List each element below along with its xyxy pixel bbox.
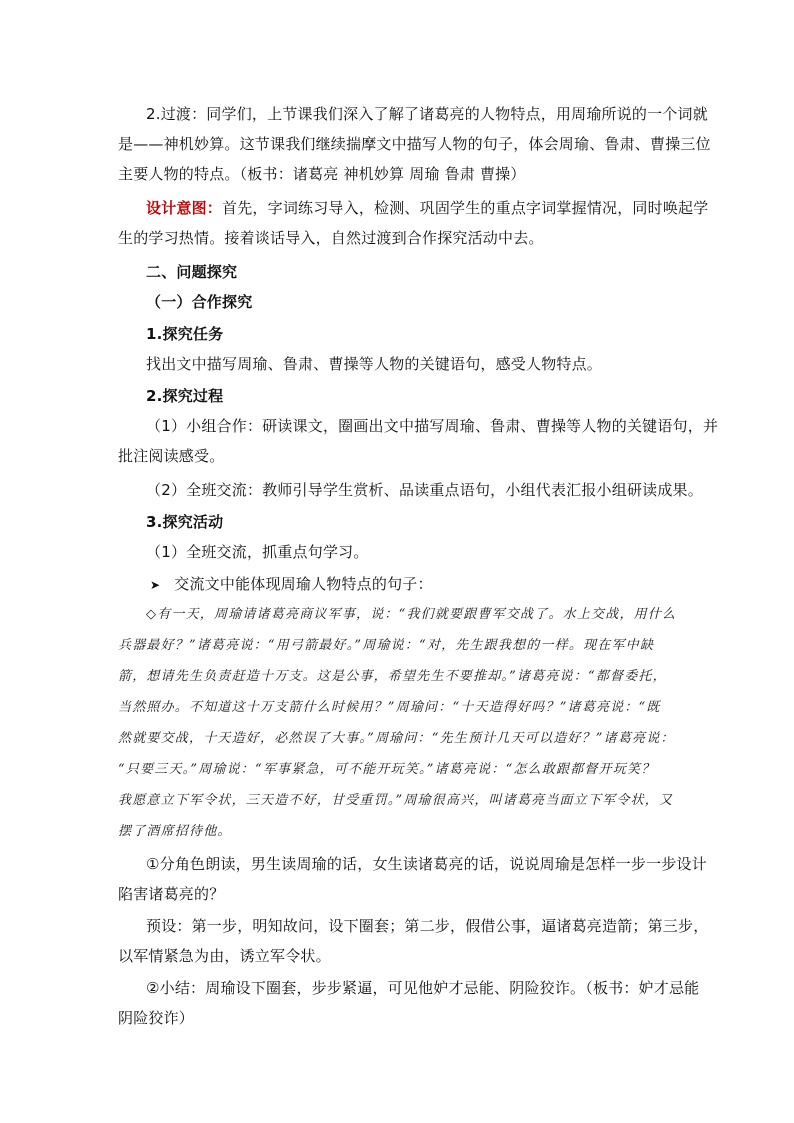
- bullet-text: 交流文中能体现周瑜人物特点的句子：: [174, 575, 433, 593]
- task-text: 找出文中描写周瑜、鲁肃、曹操等人物的关键语句，感受人物特点。: [146, 355, 603, 373]
- quote-line-8: 摆了酒席招待他。: [118, 824, 232, 839]
- quote-line-1: ◇有一天，周瑜请诸葛亮商议军事，说：“我们就要跟曹军交战了。水上交战，用什么: [146, 607, 677, 622]
- activity-item-1: （1）全班交流，抓重点句学习。: [146, 543, 369, 561]
- activity-heading: 3.探究活动: [146, 513, 224, 531]
- summary-b: 阴险狡诈）: [118, 1009, 195, 1027]
- transition-line-1: 2.过渡：同学们，上节课我们深入了解了诸葛亮的人物特点，用周瑜所说的一个词就: [146, 105, 708, 123]
- subsection-heading: （一）合作探究: [146, 293, 253, 311]
- summary-a: ②小结：周瑜设下圈套，步步紧逼，可见他妒才忌能、阴险狡诈。（板书：妒才忌能: [146, 979, 700, 997]
- transition-line-2: 是——神机妙算。这节课我们继续揣摩文中描写人物的句子，体会周瑜、鲁肃、曹操三位: [118, 135, 711, 153]
- question-1a: ①分角色朗读，男生读周瑜的话，女生读诸葛亮的话，说说周瑜是怎样一步一步设计: [146, 855, 707, 873]
- design-intent-line-2: 生的学习热情。接着谈话导入，自然过渡到合作探究活动中去。: [118, 229, 544, 247]
- design-intent-line-1: [146, 198, 708, 218]
- quote-line-7: 我愿意立下军令状，三天造不好，甘受重罚。”周瑜很高兴，叫诸葛亮当面立下军令状，又: [118, 793, 674, 808]
- design-intent-label: 设计意图：: [146, 199, 223, 217]
- quote-line-2: 兵器最好？”诸葛亮说：“用弓箭最好。”周瑜说：“对，先生跟我想的一样。现在军中缺: [118, 638, 655, 653]
- process-item-2: （2）全班交流：教师引导学生赏析、品读重点语句，小组代表汇报小组研读成果。: [146, 481, 703, 499]
- process-heading: 2.探究过程: [146, 387, 224, 405]
- design-intent-text-1: 首先，字词练习导入，检测、巩固学生的重点字词掌握情况，同时唤起学: [222, 199, 709, 217]
- preset-a: 预设：第一步，明知故问，设下圈套；第二步，假借公事，逼诸葛亮造箭；第三步，: [146, 917, 709, 935]
- bullet-line: [150, 574, 433, 595]
- question-1b: 陷害诸葛亮的？: [118, 885, 225, 903]
- preset-b: 以军情紧急为由，诱立军令状。: [118, 947, 331, 965]
- quote-line-3: 箭，想请先生负责赶造十万支。这是公事，希望先生不要推却。”诸葛亮说：“都督委托，: [118, 669, 667, 684]
- quote-line-6: “只要三天。”周瑜说：“军事紧急，可不能开玩笑。”诸葛亮说：“怎么敢跟都督开玩笑？: [118, 762, 656, 777]
- section-heading: 二、问题探究: [146, 263, 238, 281]
- quote-line-5: 然就要交战，十天造好，必然误了大事。”周瑜问：“先生预计几天可以造好？”诸葛亮说：: [118, 731, 675, 746]
- task-heading: 1.探究任务: [146, 325, 224, 343]
- quote-line-4: 当然照办。不知道这十万支箭什么时候用？”周瑜问：“十天造得好吗？”诸葛亮说：“既: [118, 700, 661, 715]
- transition-line-3: 主要人物的特点。（板书：诸葛亮 神机妙算 周瑜 鲁肃 曹操）: [118, 165, 526, 183]
- arrow-bullet-icon: ➤: [150, 578, 161, 592]
- process-item-1b: 批注阅读感受。: [118, 447, 225, 465]
- process-item-1a: （1）小组合作：研读课文，圈画出文中描写周瑜、鲁肃、曹操等人物的关键语句，并: [146, 417, 719, 435]
